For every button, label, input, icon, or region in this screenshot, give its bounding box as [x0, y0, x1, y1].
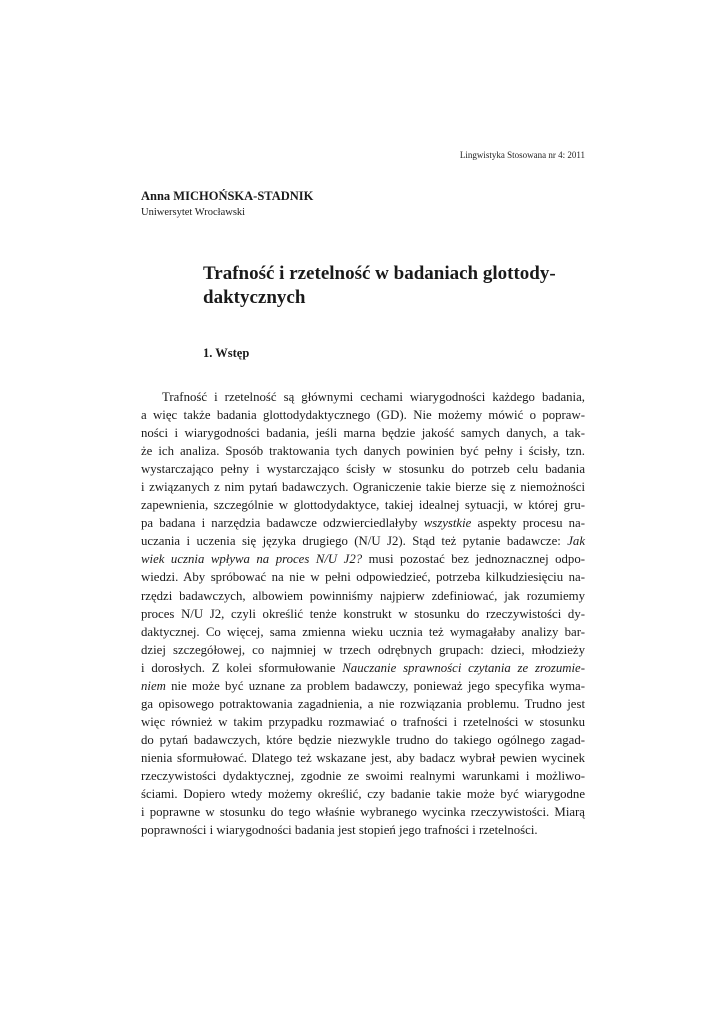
paragraph-line: [141, 424, 585, 442]
text-run: poprawności i wiarygodności badania jest stopień jego trafności i rzetelności.: [141, 823, 538, 838]
text-run: rzędzi badawczych, albowiem powinniśmy najpierw zdefiniować, jak rozumiemy: [141, 588, 585, 603]
author-name: Anna MICHOŃSKA-STADNIK: [141, 189, 314, 203]
paragraph-line: [141, 442, 585, 460]
paragraph-line: [141, 695, 585, 713]
paragraph-line: [141, 568, 585, 586]
text-run: i związanych z nim pytań badawczych. Ograniczenie takie bierze się z niemożności: [141, 480, 585, 495]
paragraph-line: [141, 713, 585, 731]
paragraph-line: [141, 460, 585, 478]
paragraph-line: [141, 532, 585, 550]
text-run: dziej szczegółowej, co najmniej w trzech odrębnych grupach: dzieci, młodzieży: [141, 642, 585, 657]
text-run: nienia sformułować. Dlatego też wskazane jest, aby badacz wybrał pewien wycinek: [141, 750, 585, 765]
text-run: uczania i uczenia się języka drugiego (N/U J2). Stąd też pytanie badawcze:: [141, 534, 568, 549]
paragraph-line: [141, 623, 585, 641]
italic-text: wszystkie: [423, 516, 472, 531]
text-run: ności i wiarygodności badania, jeśli marna będzie jakość samych danych, a tak-: [141, 426, 585, 441]
article-title-line: Trafność i rzetelność w badaniach glottody-: [203, 263, 556, 284]
running-header: Lingwistyka Stosowana nr 4: 2011: [459, 150, 585, 160]
paragraph-line: [141, 659, 585, 677]
paragraph-line: [141, 605, 585, 623]
text-run: zapewnienia, szczególnie w glottodydaktyce, takiej idealnej sytuacji, w której gru-: [141, 498, 585, 513]
italic-text: Nauczanie sprawności czytania ze zrozumie-: [342, 660, 585, 675]
text-run: ga opisowego potraktowania zagadnienia, a nie rozwiązania problemu. Trudno jest: [141, 696, 585, 711]
text-run: pa badana i narzędzia badawcze odzwierciedlałyby: [141, 516, 424, 531]
italic-text: Jak: [567, 534, 585, 549]
paragraph-line: [141, 767, 585, 785]
paragraph-line: [141, 514, 585, 532]
text-run: nie może być uznane za problem badawczy, ponieważ jego specyfika wyma-: [165, 678, 585, 693]
text-run: proces N/U J2, czyli określić tenże konstrukt w stosunku do rzeczywistości dy-: [141, 606, 585, 621]
text-run: i dorosłych. Z kolei sformułowanie: [141, 660, 343, 675]
text-run: do pytań badawczych, które będzie niezwykle trudno do takiego ogólnego zagad-: [141, 732, 585, 747]
text-run: daktycznej. Co więcej, sama zmienna wieku ucznia też wymagałaby analizy bar-: [141, 624, 585, 639]
text-run: i poprawne w stosunku do tego właśnie wybranego wycinka rzeczywistości. Miarą: [141, 805, 585, 820]
paragraph-line: [141, 388, 585, 406]
paragraph-line: [141, 641, 585, 659]
italic-text: wiek ucznia wpływa na proces N/U J2?: [141, 552, 363, 567]
italic-text: niem: [141, 678, 166, 693]
paragraph-line: [141, 821, 585, 839]
paragraph-line: [141, 731, 585, 749]
text-run: ściami. Dopiero wtedy możemy określić, czy badanie takie może być wiarygodne: [141, 787, 585, 802]
paragraph-line: [141, 785, 585, 803]
text-run: że ich analiza. Sposób traktowania tych danych powinien być pełny i ścisły, tzn.: [141, 444, 585, 459]
paragraph-line: [141, 803, 585, 821]
paragraph-line: [141, 550, 585, 568]
author-affiliation: Uniwersytet Wrocławski: [141, 207, 246, 218]
paragraph-line: [141, 478, 585, 496]
text-run: rzeczywistości dydaktycznej, zgodnie ze swoimi realnymi warunkami i możliwo-: [141, 768, 585, 783]
text-run: Trafność i rzetelność są głównymi cechami wiarygodności każdego badania,: [162, 390, 585, 404]
text-run: więc również w takim przypadku rozmawiać o trafności i rzetelności w stosunku: [141, 714, 585, 729]
article-title: [203, 262, 603, 310]
body-paragraph: [141, 388, 585, 839]
text-run: wystarczająco pełny i wystarczająco ścisły w stosunku do potrzeb celu badania: [141, 462, 585, 477]
paragraph-line: [141, 677, 585, 695]
paragraph-line: [141, 496, 585, 514]
paragraph-line: [141, 406, 585, 424]
paragraph-line: [141, 587, 585, 605]
text-run: aspekty procesu na-: [471, 516, 586, 531]
text-run: wiedzi. Aby spróbować na nie w pełni odpowiedzieć, potrzeba kilkudziesięciu na-: [141, 570, 585, 585]
text-run: a więc także badania glottodydaktycznego (GD). Nie możemy mówić o popraw-: [141, 408, 585, 423]
paragraph-line: [141, 749, 585, 767]
section-heading: 1. Wstęp: [203, 346, 250, 360]
article-title-line: daktycznych: [203, 287, 306, 308]
text-run: musi pozostać bez jednoznacznej odpo-: [362, 552, 585, 567]
